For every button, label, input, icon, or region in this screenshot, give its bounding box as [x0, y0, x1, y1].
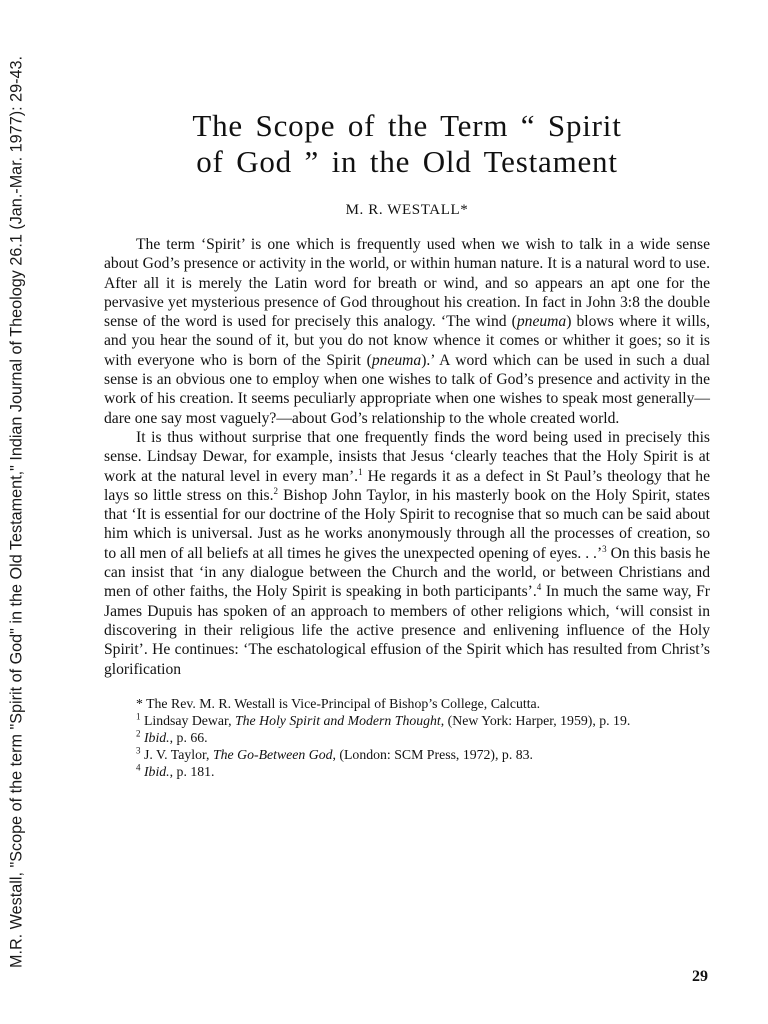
- footnote: [104, 712, 710, 729]
- italic-text: Ibid.: [143, 729, 170, 745]
- body-paragraph: [104, 428, 710, 679]
- italic-text: The Go-Between God: [212, 746, 333, 762]
- footnotes: [104, 695, 710, 780]
- text-segment: The term ‘Spirit’ is one which is frequently used when we wish to talk in a wide sense about God’s presence or activity in the world, or within human nature. It is a natural word to use. After all it is merely the Latin word for breath or wind, and so appears an apt one for the pervasive yet mysterious presence of God throughout his creation. In fact in John 3:8 the double sense of the word is used for precisely this analogy. ‘The wind (: [104, 236, 710, 331]
- footnote-ref: 2: [273, 485, 279, 496]
- text-segment: , (New York: Harper, 1959), p. 19.: [440, 712, 631, 728]
- text-segment: , (London: SCM Press, 1972), p. 83.: [332, 746, 533, 762]
- author-name: M. R. WESTALL*: [345, 202, 469, 218]
- footnote-ref: 4: [136, 762, 141, 773]
- side-citation: [4, 0, 30, 1024]
- text-segment: , p. 181.: [169, 763, 215, 779]
- text-segment: Lindsay Dewar,: [140, 712, 235, 728]
- text-segment: , p. 66.: [169, 729, 208, 745]
- italic-text: pneuma: [516, 313, 567, 331]
- title-line-2: of God ” in the Old Testament: [196, 144, 618, 179]
- footnote-ref: 1: [358, 466, 363, 477]
- italic-text: Ibid.: [143, 763, 170, 779]
- title-line-1: The Scope of the Term “ Spirit: [192, 108, 622, 143]
- body-paragraph: [104, 235, 710, 428]
- footnote: [104, 763, 710, 780]
- text-segment: ) blows where it wills, and you hear the sound of it, but you do not know whence it comes or whither it goes; so it is with everyone who is born of the Spirit (: [104, 313, 710, 369]
- text-segment: J. V. Taylor,: [140, 746, 213, 762]
- text-segment: On this basis he can insist that ‘in any dialogue between the Church and the world, or between Christians and men of other faiths, the Holy Spirit is speaking in both participants’.: [104, 544, 710, 601]
- page-number: 29: [692, 968, 708, 985]
- text-segment: It is thus without surprise that one frequently finds the word being used in precisely this sense. Lindsay Dewar, for example, insists that Jesus ‘clearly teaches that the Holy Spirit is at work at the natural level in every man’.: [104, 428, 710, 485]
- footnote: [104, 729, 710, 746]
- text-segment: In much the same way, Fr James Dupuis has spoken of an approach to members of other religions which, ‘will consist in discovering in their religious life the active presence and enlivening influence of the Holy Spirit’. He continues: ‘The eschatological effusion of the Spirit which has resulted from Christ’s glorification: [104, 583, 710, 678]
- italic-text: The Holy Spirit and Modern Thought: [234, 712, 441, 728]
- citation-text: M.R. Westall, "Scope of the term "Spirit of God" in the Old Testament," Indian Journal of Theology 26.1 (Jan.-Mar. 1977): 29-43.: [7, 56, 26, 968]
- italic-text: pneuma: [371, 351, 422, 369]
- footnote-ref: 1: [136, 711, 141, 722]
- footnote-ref: 3: [602, 543, 607, 554]
- footnote-ref: 4: [536, 582, 542, 593]
- footnote-ref: 2: [136, 728, 141, 739]
- text-segment: * The Rev. M. R. Westall is Vice-Principal of Bishop’s College, Calcutta.: [136, 695, 541, 711]
- text-segment: He regards it as a defect in St Paul’s theology that he lays so little stress on this.: [104, 467, 711, 504]
- text-segment: ).’ A word which can be used in such a dual sense is an obvious one to employ when one wishes to talk of God’s presence and activity in the work of his creation. It seems peculiarly appropriate when one wishes to speak most generally—dare one say most vaguely?—about God’s relationship to the whole created world.: [104, 351, 711, 427]
- article-title: [104, 108, 710, 180]
- article-body: [104, 235, 710, 679]
- footnote-ref: 3: [136, 745, 141, 756]
- footnote: [104, 746, 710, 763]
- article-page: [104, 108, 710, 780]
- text-segment: Bishop John Taylor, in his masterly book on the Holy Spirit, states that ‘It is essential for our doctrine of the Holy Spirit to recognise that so much can be said about him which is universal. Just as he works anonymously through all the processes of creation, so to all men of all beliefs at all times he gives the unexpected opening of eyes. . .’: [104, 486, 711, 562]
- footnote: [104, 695, 710, 712]
